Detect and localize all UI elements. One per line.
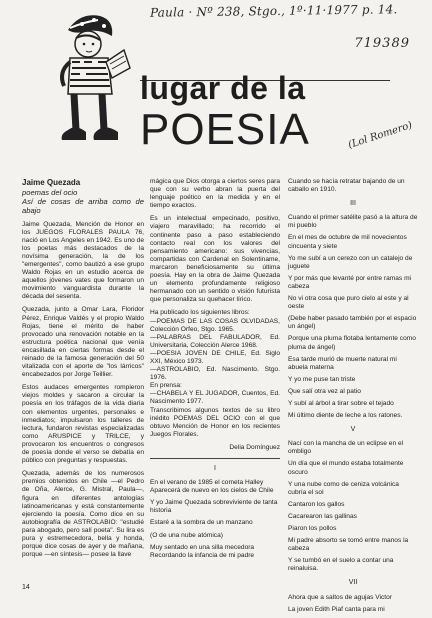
poem-number: VII	[348, 579, 358, 587]
poem-5	[288, 440, 418, 573]
paragraph: Es un intelectual empecinado, positivo, viajero maravillado; ha recorrido el continente paso a paso estableciendo contacto real con los valores del pensamiento americano: sus vivencias, compartidas con Cardenal en Solentiname, marcaron beneficiosamente su última poesía. Hay en la obra de Jaime Quezada un elemento profundamente religioso hermanado con un sentido o visión futurista que personaliza su quehacer lírico.	[150, 215, 280, 304]
signature: Delia Domínguez	[229, 443, 280, 451]
poem-line: La joven Edith Piaf canta para mi	[288, 605, 385, 613]
poem-line: Y yo me puse tan triste	[288, 375, 356, 383]
poem-line: Nací con la mancha de un eclipse en el ombligo	[288, 440, 404, 456]
paragraph: Quezada, junto a Omar Lara, Floridor Pérez, Enrique Valdés y el propio Waldo Rojas, tiene el mérito de haber provocado una renovación notable en la estructura poética nacional que venía encasillada en ciertas formas desde el reinado de la famosa generación del 50 vitalizada con el aporte de "los lárricos" encabezados por Jorge Teillier.	[22, 306, 144, 379]
poem-line: Y una nube como de ceniza volcánica cubría el sol	[288, 480, 399, 496]
masthead-line1: lugar de la	[140, 70, 306, 106]
poem-number: III	[350, 200, 356, 208]
poem-7	[288, 594, 418, 614]
article-subtitle-1: poemas del ocio	[22, 187, 78, 197]
paragraph: Estos audaces emergentes rompieron viejos moldes y sacaron a circular la poesía en los tráfagos de la vida diaria con elementos urgentes, personales e inmediatos; impulsaron los talleres de lectura, fundaron revistas especializadas como ARUSPICE y TRILCE, y provocaron los encuentros o congresos de poesía donde el verso se debatía en público con preguntas y respuestas.	[22, 384, 144, 465]
poem-line: No vi otra cosa que puro cielo al este y al oeste	[288, 295, 409, 311]
handwritten-top-note: Paula · Nº 238, Stgo., 1º·11·1977 p. 14.	[149, 2, 398, 20]
poem-line: Ahora que a saltos de agujas Victor	[288, 593, 392, 601]
handwritten-author-note: (Lol Romero)	[347, 119, 415, 152]
poem-3	[288, 214, 418, 420]
poem-line: Cacarearon las gallinas	[288, 512, 357, 520]
poem-line: Cuando el primer satélite pasó a la altura de mi pueblo	[288, 214, 418, 230]
handwritten-catalog-number: 719389	[354, 36, 410, 51]
paragraph: Jaime Quezada, Mención de Honor en los JUEGOS FLORALES PAULA 76, nació en Los Angeles en 1942. Es uno de los poetas más destacados de la novísima generación, la de los "emergentes", como bautizó a ese grupo Waldo Rojas en un estudio acerca de aquellos jóvenes vates que formaron un movimiento vanguardista durante la década del sesenta.	[22, 220, 144, 301]
column-2	[150, 178, 280, 564]
article-subtitle-2: Así de cosas de arriba como de abajo	[22, 196, 144, 215]
poem-line: Cuando se hacía retratar bajando de un caballo en 1910.	[288, 178, 405, 194]
poem-line: Un día que el mundo estaba totalmente oscuro	[288, 460, 404, 476]
poem-line: (Debe haber pasado también por el espacio un ángel)	[288, 315, 417, 331]
masthead-line2: POESIA	[140, 105, 310, 154]
poem-line: Y por más que levanté por entre ramas mi cabeza	[288, 274, 412, 290]
poem-line: Esa tarde murió de muerte natural mi abuela materna	[288, 355, 397, 371]
paragraph: mágica que Dios otorga a ciertos seres para que con su verbo abran la puerta del lenguaje poético en la medida y en el tiempo exactos.	[150, 178, 280, 210]
poem-number: V	[350, 426, 356, 434]
poem-line: Piaron los pollos	[288, 525, 337, 532]
poem-line: Y subí al árbol a tirar sobre el tejado	[288, 399, 394, 407]
poem-number: I	[214, 465, 216, 472]
paragraph: Quezada, además de los numerosos premios obtenidos en Chile —el Pedro de Oña, Alerce, G. Mistral, Paula—, figura en diferentes antologías latinoamericanas y está constantemente ejerciendo la poesía. Como dice en su autobiografía de ASTROLABIO: "estudié para abogado, pero salí poeta". Su lira es pura y estremecedora, bella y honda, porque dice cosas de ayer y de mañana, porque —en síntesis— posee la llave	[22, 470, 144, 559]
poem-line: Y yo Jaime Quezada sobreviviente de tanta historia	[150, 499, 278, 515]
poem-line: Mi último diente de leche a los ratones.	[288, 412, 403, 420]
column-3	[288, 178, 418, 618]
poem-line: Que salí otra vez al patio	[288, 387, 361, 395]
poem-1	[150, 479, 280, 560]
divider	[150, 458, 280, 459]
poem-line: En el verano de 1985 el cometa Halley Aparecerá de nuevo en los cielos de Chile	[150, 479, 274, 495]
column-1	[22, 178, 144, 564]
article-heading	[22, 178, 144, 215]
poem-line: Estaré a la sombra de un manzano	[150, 519, 253, 527]
page-number: 14	[22, 584, 30, 591]
article-title: Jaime Quezada	[22, 178, 81, 187]
poem-1-end	[288, 178, 418, 194]
poem-line: Cantaron los gallos	[288, 500, 345, 508]
poem-line: Porque una pluma flotaba lentamente como pluma de ángel)	[288, 335, 416, 351]
poet-illustration	[40, 6, 150, 156]
poem-line: Y se tumbó en el suelo a contar una reinaluisa.	[288, 557, 394, 573]
poem-line: Mi padre absorto se tomó entre manos la cabeza	[288, 537, 409, 553]
poem-line: En el mes de octubre de mil novecientos cincuenta y siete	[288, 234, 407, 250]
masthead	[140, 72, 390, 162]
book-list: Ha publicado los siguientes libros: —POEMAS DE LAS COSAS OLVIDADAS, Colección Orfeo, Stgo. 1965. —PALABRAS DEL FABULADOR, Ed. Universitaria, Colección Alerce 1968. —POESIA JOVEN DE CHILE, Ed. Siglo XXI, México 1973. —ASTROLABIO, Ed. Nascimento. Stgo. 1976. En prensa: —CHABELA Y EL JUGADOR, Cuentos, Ed. Nascimento 1977. Transcribimos algunos textos de su libro inédito POEMAS DEL OCIO con el que obtuvo Mención de Honor en los recientes Juegos Florales.	[150, 309, 280, 438]
poem-line: Muy sentado en una silla mecedora Recordando la infancia de mi padre	[150, 543, 255, 559]
poem-line: (O de una nube atómica)	[150, 531, 223, 539]
poem-line: Yo me subí a un cerezo con un catalejo de juguete	[288, 254, 413, 270]
